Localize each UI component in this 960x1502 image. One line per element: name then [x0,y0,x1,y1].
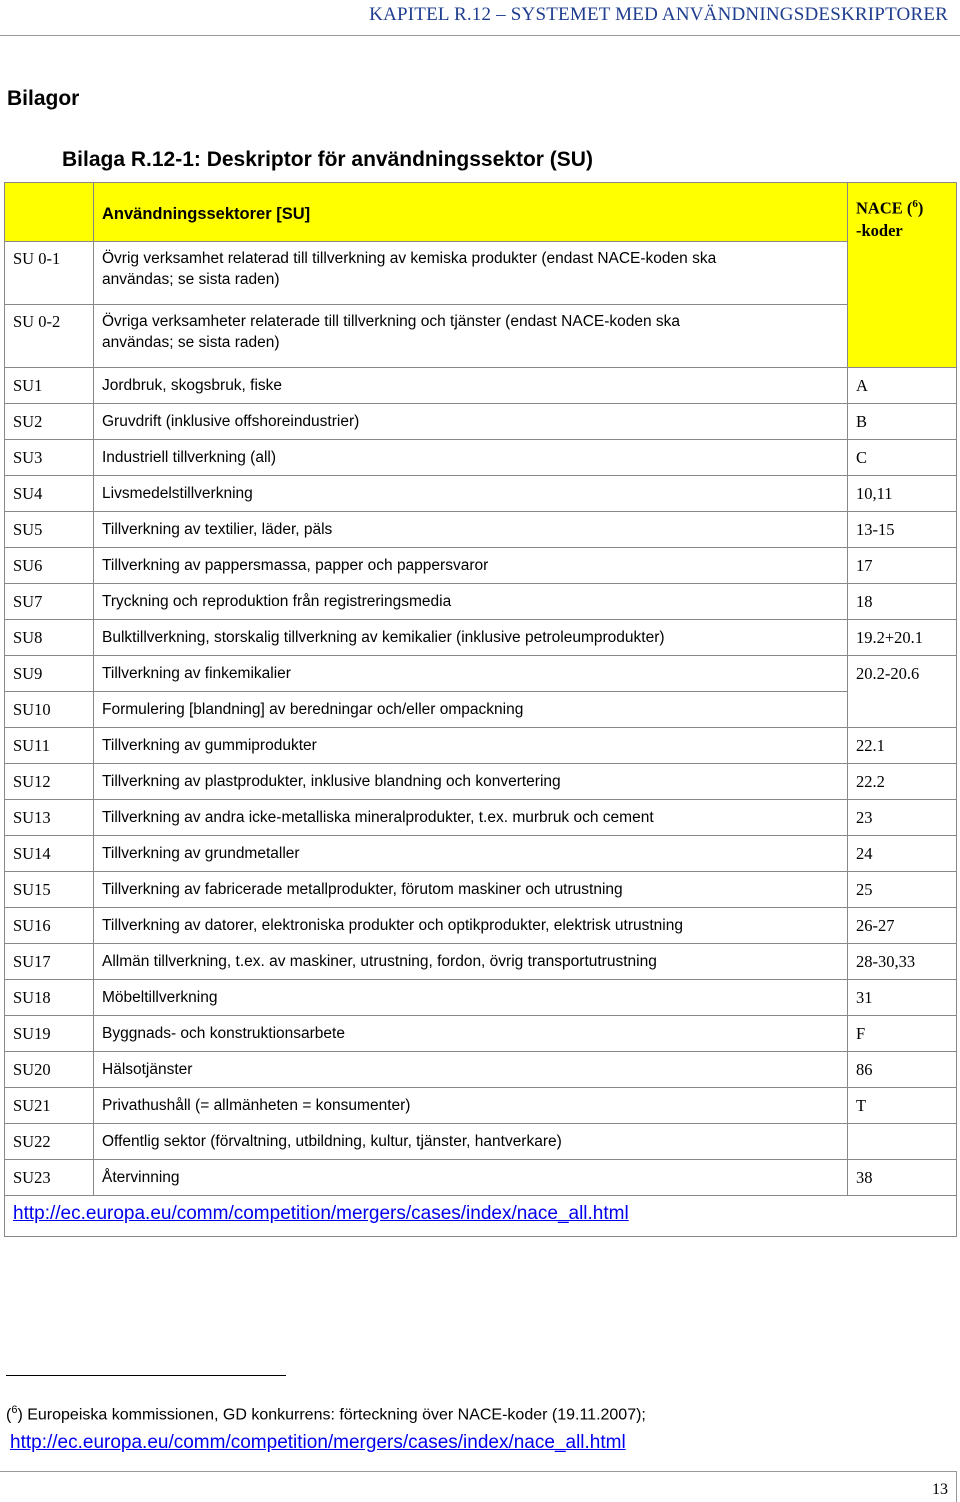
table-row [5,1124,957,1160]
nace-code: A [848,368,957,404]
table-row [5,242,957,305]
nace-code [848,1124,957,1160]
header-nace [848,183,957,368]
su-description-line2: användas; se sista raden) [102,334,280,351]
su-code: SU19 [5,1016,94,1052]
su-code: SU5 [5,512,94,548]
nace-code: 38 [848,1160,957,1196]
su-code: SU17 [5,944,94,980]
page-number: 13 [932,1481,948,1498]
annex-title: Bilaga R.12-1: Deskriptor för användningssektor (SU) [62,148,593,171]
su-description: Byggnads- och konstruktionsarbete [94,1016,848,1052]
table-row [5,764,957,800]
table-row [5,1088,957,1124]
table-row [5,476,957,512]
header-rule [0,35,960,36]
table-link-row [5,1196,957,1237]
su-code: SU1 [5,368,94,404]
su-code: SU3 [5,440,94,476]
su-description: Tillverkning av fabricerade metallprodukter, förutom maskiner och utrustning [94,872,848,908]
nace-code: 26-27 [848,908,957,944]
table-row [5,404,957,440]
table-row [5,620,957,656]
nace-code: 28-30,33 [848,944,957,980]
su-description: Återvinning [94,1160,848,1196]
table-row [5,512,957,548]
nace-code: T [848,1088,957,1124]
table-row [5,1016,957,1052]
header-nace-prefix: NACE ( [856,198,913,218]
footnote-marker-number: 6 [11,1404,18,1416]
su-description-line1: Övriga verksamheter relaterade till tillverkning och tjänster (endast NACE-koden ska [102,313,681,330]
nace-code: 19.2+20.1 [848,620,957,656]
su-description: Formulering [blandning] av beredningar och/eller ompackning [94,692,848,728]
table-row [5,368,957,404]
su-code: SU8 [5,620,94,656]
table-row [5,872,957,908]
nace-code: 24 [848,836,957,872]
nace-code: 18 [848,584,957,620]
nace-code: 17 [848,548,957,584]
su-code: SU 0-1 [5,242,94,305]
su-code: SU9 [5,656,94,692]
nace-code: C [848,440,957,476]
table-row [5,908,957,944]
chapter-header: KAPITEL R.12 – SYSTEMET MED ANVÄNDNINGSDESKRIPTORER [369,4,948,25]
nace-code: B [848,404,957,440]
nace-code: 20.2-20.6 [848,656,957,728]
table-row [5,692,957,728]
su-description-line2: användas; se sista raden) [102,271,280,288]
table-row [5,836,957,872]
table-row [5,944,957,980]
su-description: Tillverkning av gummiprodukter [94,728,848,764]
header-code-cell [5,183,94,242]
su-description: Hälsotjänster [94,1052,848,1088]
su-code: SU16 [5,908,94,944]
su-code: SU14 [5,836,94,872]
su-description: Tryckning och reproduktion från registreringsmedia [94,584,848,620]
su-description: Tillverkning av grundmetaller [94,836,848,872]
table-row [5,656,957,692]
su-description-line1: Övrig verksamhet relaterad till tillverkning av kemiska produkter (endast NACE-koden ska [102,250,717,267]
header-nace-footnote-ref[interactable]: 6 [912,198,918,210]
su-code: SU15 [5,872,94,908]
su-description: Tillverkning av andra icke-metalliska mineralprodukter, t.ex. murbruk och cement [94,800,848,836]
header-sectors: Användningssektorer [SU] [94,183,848,242]
nace-code: 86 [848,1052,957,1088]
su-code: SU22 [5,1124,94,1160]
table-row [5,800,957,836]
footnote-nace-link[interactable]: http://ec.europa.eu/comm/competition/mergers/cases/index/nace_all.html [10,1432,626,1453]
nace-code: 25 [848,872,957,908]
nace-code: 31 [848,980,957,1016]
su-code: SU23 [5,1160,94,1196]
table-row [5,1160,957,1196]
su-code: SU18 [5,980,94,1016]
su-description: Bulktillverkning, storskalig tillverkning av kemikalier (inklusive petroleumprodukter) [94,620,848,656]
su-code: SU13 [5,800,94,836]
su-code: SU21 [5,1088,94,1124]
nace-code: 22.1 [848,728,957,764]
su-description [94,305,848,368]
nace-code: 10,11 [848,476,957,512]
header-nace-suffix: ) [917,198,924,218]
su-code: SU10 [5,692,94,728]
nace-list-link[interactable]: http://ec.europa.eu/comm/competition/mergers/cases/index/nace_all.html [13,1203,629,1224]
su-code: SU4 [5,476,94,512]
nace-code: 23 [848,800,957,836]
su-description [94,242,848,305]
nace-code: F [848,1016,957,1052]
footnote-text: Europeiska kommissionen, GD konkurrens: förteckning över NACE-koder (19.11.2007); [22,1406,646,1424]
header-nace-line2: -koder [856,220,903,240]
su-description: Allmän tillverkning, t.ex. av maskiner, utrustning, fordon, övrig transportutrustning [94,944,848,980]
su-description: Tillverkning av finkemikalier [94,656,848,692]
su-description: Tillverkning av pappersmassa, papper och pappersvaror [94,548,848,584]
su-code: SU12 [5,764,94,800]
su-description: Offentlig sektor (förvaltning, utbildning, kultur, tjänster, hantverkare) [94,1124,848,1160]
su-description: Gruvdrift (inklusive offshoreindustrier) [94,404,848,440]
su-description: Tillverkning av plastprodukter, inklusive blandning och konvertering [94,764,848,800]
su-description: Livsmedelstillverkning [94,476,848,512]
su-code: SU20 [5,1052,94,1088]
table-link-cell [5,1196,957,1237]
su-description: Privathushåll (= allmänheten = konsumenter) [94,1088,848,1124]
table-row [5,305,957,368]
nace-code: 22.2 [848,764,957,800]
su-code: SU11 [5,728,94,764]
su-description: Tillverkning av textilier, läder, päls [94,512,848,548]
footnote-marker-close: ) [17,1406,23,1424]
table-row [5,548,957,584]
su-code: SU2 [5,404,94,440]
page-footer-box [0,1471,957,1502]
table-header-row [5,183,957,242]
su-code: SU 0-2 [5,305,94,368]
footnote [6,1404,646,1424]
nace-code: 13-15 [848,512,957,548]
use-sector-table [4,182,957,1237]
table-row [5,1052,957,1088]
footnote-marker-open: ( [6,1406,12,1424]
su-description: Möbeltillverkning [94,980,848,1016]
su-description: Jordbruk, skogsbruk, fiske [94,368,848,404]
su-description: Industriell tillverkning (all) [94,440,848,476]
section-title: Bilagor [7,87,80,110]
su-description: Tillverkning av datorer, elektroniska produkter och optikprodukter, elektrisk utrustning [94,908,848,944]
table-row [5,728,957,764]
footnote-rule [6,1375,286,1376]
su-code: SU6 [5,548,94,584]
su-code: SU7 [5,584,94,620]
table-row [5,980,957,1016]
table-row [5,584,957,620]
table-row [5,440,957,476]
